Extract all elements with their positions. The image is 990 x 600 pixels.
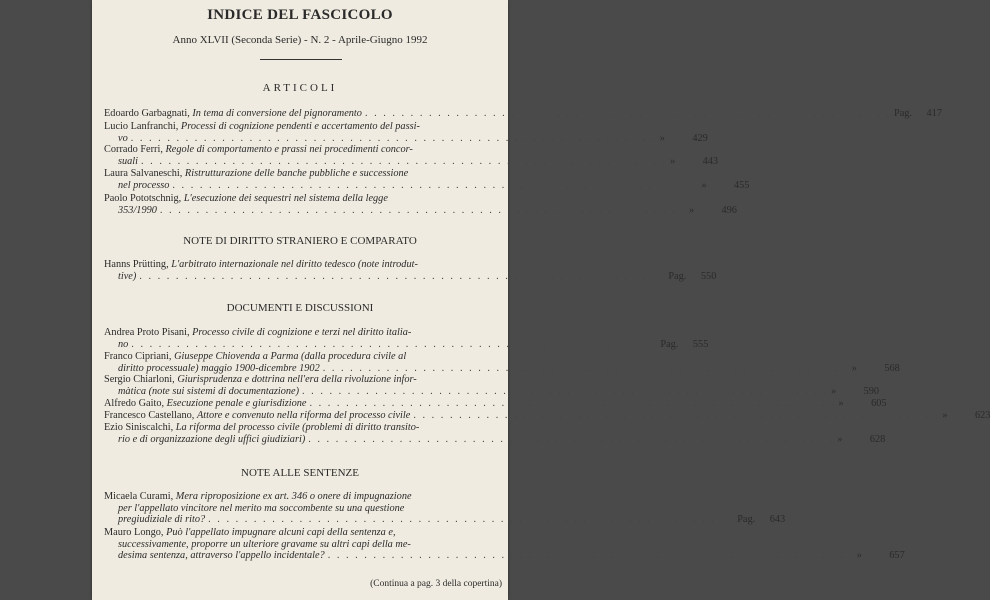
toc-entry bbox=[104, 168, 750, 191]
entry-title-line: per l'appellato vincitore nel merito ma soccombente su una questione bbox=[118, 502, 405, 514]
page-number: 429 bbox=[692, 132, 708, 144]
entry-author: Andrea Proto Pisani, bbox=[104, 327, 190, 338]
entry-author: Micaela Curami, bbox=[104, 491, 174, 502]
dot-leader: . . . . . . . . . . . . . . . . . . . . . . . . . . . . . . . . . . . . . . . . . . . . . . . . . . . . . . . . . . bbox=[172, 179, 699, 191]
entry-author: Alfredo Gaito, bbox=[104, 398, 165, 409]
entry-title-line: no bbox=[118, 338, 129, 350]
page-marker: » bbox=[851, 362, 857, 374]
continuation-note: (Continua a pag. 3 della copertina) bbox=[370, 579, 502, 589]
entry-title-line: desima sentenza, attraverso l'appello incidentale? bbox=[118, 550, 325, 561]
dot-leader: . . . . . . . . . . . . . . . . . . . . . . . . . . . . . . . . . . . . . . . . . . . . . . . . . . . . . . . . . . bbox=[322, 362, 849, 374]
entry-author: Corrado Ferri, bbox=[104, 144, 163, 155]
toc-entry bbox=[104, 144, 719, 167]
entry-title-line: Processo civile di cognizione e terzi nel diritto italia- bbox=[192, 327, 412, 338]
page-number: 455 bbox=[733, 179, 750, 191]
entry-title-line: pregiudiziale di rito? bbox=[118, 514, 206, 525]
entry-title-line: vo bbox=[118, 132, 128, 144]
entry-title-line: rio e di organizzazione degli uffici giudiziari) bbox=[118, 433, 306, 445]
entry-title-line: Attore e convenuto nella riforma del processo civile bbox=[196, 410, 411, 421]
section-heading-documenti: DOCUMENTI E DISCUSSIONI bbox=[226, 302, 374, 314]
section-heading-articoli: ARTICOLI bbox=[262, 82, 338, 94]
page-marker: » bbox=[837, 433, 843, 445]
entry-author: Paolo Pototschnig, bbox=[104, 193, 182, 204]
dot-leader: . . . . . . . . . . . . . . . . . . . . . . . . . . . . . . . . . . . . . . . . . . . . . . . . . . . . . . . . . . bbox=[141, 155, 668, 167]
page-marker: » bbox=[688, 204, 695, 216]
index-page bbox=[92, 0, 990, 600]
page-marker: Pag. bbox=[737, 514, 756, 525]
dot-leader: . . . . . . . . . . . . . . . . . . . . . . . . . . . . . . . . . . . . . . . . . . . . . . . . . . . . . . . . . . bbox=[131, 338, 658, 350]
entry-title-line: successivamente, proporre un ulteriore gravame su altri capi della me- bbox=[118, 538, 411, 550]
page-number: 628 bbox=[869, 433, 886, 445]
page-marker: » bbox=[701, 179, 707, 191]
toc-entry bbox=[104, 121, 708, 144]
page-marker: » bbox=[942, 410, 948, 421]
entry-title-line: Esecuzione penale e giurisdizione bbox=[166, 398, 307, 409]
dot-leader: . . . . . . . . . . . . . . . . . . . . . . . . . . . . . . . . . . . . . . . . . . . . . . . . . . . . . . . . . . bbox=[139, 270, 666, 282]
page-title: INDICE DEL FASCICOLO bbox=[207, 7, 393, 23]
entry-author: Sergio Chiarloni, bbox=[104, 374, 175, 385]
page-marker: Pag. bbox=[660, 338, 679, 350]
page-number: 657 bbox=[889, 550, 905, 561]
page-marker: » bbox=[659, 132, 665, 144]
entry-title-line: Mera riproposizione ex art. 346 o onere di impugnazione bbox=[175, 491, 412, 502]
dot-leader: . . . . . . . . . . . . . . . . . . . . . . . . . . . . . . . . . . . . . . . . . . . . . . . . . . . . . . . . . . bbox=[159, 204, 686, 216]
toc-entry bbox=[104, 108, 942, 120]
entry-title-line: Giurisprudenza e dottrina nell'era della rivoluzione infor- bbox=[177, 374, 417, 385]
entry-author: Francesco Castellano, bbox=[104, 410, 195, 421]
entry-author: Hanns Prütting, bbox=[104, 259, 169, 270]
entry-title-line: 353/1990 bbox=[118, 204, 157, 216]
issue-subtitle: Anno XLVII (Seconda Serie) - N. 2 - Aprile-Giugno 1992 bbox=[172, 34, 428, 46]
entry-title-line: Ristrutturazione delle banche pubbliche e successione bbox=[184, 168, 409, 179]
page-marker: Pag. bbox=[668, 270, 687, 282]
entry-title-line: Processi di cognizione pendenti e accertamento del passi- bbox=[180, 121, 420, 132]
entry-title-line: L'arbitrato internazionale nel diritto tedesco (note introdut- bbox=[171, 259, 418, 270]
entry-title-line: La riforma del processo civile (problemi di diritto transito- bbox=[175, 422, 420, 433]
entry-title-line: Può l'appellato impugnare alcuni capi della sentenza e, bbox=[166, 527, 396, 538]
divider bbox=[260, 59, 342, 60]
entry-author: Franco Cipriani, bbox=[104, 351, 172, 362]
dot-leader: . . . . . . . . . . . . . . . . . . . . . . . . . . . . . . . . . . . . . . . . . . . . . . . . . . . . . . . . . . bbox=[413, 410, 940, 421]
entry-title-line: L'esecuzione dei sequestri nel sistema della legge bbox=[183, 193, 388, 204]
toc-entry bbox=[104, 351, 900, 374]
dot-leader: . . . . . . . . . . . . . . . . . . . . . . . . . . . . . . . . . . . . . . . . . . . . . . . . . . . . . . . . . . bbox=[302, 385, 829, 397]
toc-entry bbox=[104, 527, 905, 562]
dot-leader: . . . . . . . . . . . . . . . . . . . . . . . . . . . . . . . . . . . . . . . . . . . . . . . . . . . . . . . . . . bbox=[130, 132, 657, 144]
page-marker: » bbox=[670, 155, 676, 167]
dot-leader: . . . . . . . . . . . . . . . . . . . . . . . . . . . . . . . . . . . . . . . . . . . . . . . . . . . . . . . . . . bbox=[308, 433, 835, 445]
entry-title-line: màtica (note sui sistemi di documentazione) bbox=[118, 385, 300, 397]
toc-entry bbox=[104, 327, 709, 350]
entry-author: Ezio Siniscalchi, bbox=[104, 422, 174, 433]
section-heading-note-diritto: NOTE DI DIRITTO STRANIERO E COMPARATO bbox=[183, 235, 417, 247]
page-marker: » bbox=[831, 385, 837, 397]
page-number: 643 bbox=[769, 514, 786, 525]
section-heading-note-sentenze: NOTE ALLE SENTENZE bbox=[241, 467, 359, 479]
page-number: 568 bbox=[884, 362, 900, 374]
entry-author: Lucio Lanfranchi, bbox=[104, 121, 179, 132]
toc-entry bbox=[104, 259, 717, 282]
dot-leader: . . . . . . . . . . . . . . . . . . . . . . . . . . . . . . . . . . . . . . . . . . . . . . . . . . . . . . . . . . bbox=[309, 398, 836, 409]
toc-entry bbox=[104, 491, 786, 526]
dot-leader: . . . . . . . . . . . . . . . . . . . . . . . . . . . . . . . . . . . . . . . . . . . . . . . . . . . . . . . . . . bbox=[364, 108, 891, 119]
page-number: 496 bbox=[721, 204, 737, 216]
toc-entry bbox=[104, 398, 887, 410]
entry-title-line: tive) bbox=[118, 270, 137, 282]
entry-title-line: In tema di conversione del pignoramento bbox=[192, 108, 362, 119]
page-marker: » bbox=[856, 550, 862, 561]
page-number: 623 bbox=[974, 410, 990, 421]
page-number: 417 bbox=[926, 108, 942, 119]
entry-author: Mauro Longo, bbox=[104, 527, 164, 538]
page-marker: » bbox=[838, 398, 844, 409]
toc-entry bbox=[104, 374, 880, 397]
dot-leader: . . . . . . . . . . . . . . . . . . . . . . . . . . . . . . . . . . . . . . . . . . . . . . . . . . . . . . . . . . bbox=[208, 514, 735, 525]
entry-title-line: suali bbox=[118, 155, 139, 167]
entry-title-line: Giuseppe Chiovenda a Parma (dalla procedura civile al bbox=[174, 351, 407, 362]
entry-title-line: nel processo bbox=[118, 179, 170, 191]
toc-entry bbox=[104, 422, 886, 445]
page-number: 605 bbox=[871, 398, 887, 409]
entry-title-line: Regole di comportamento e prassi nei procedimenti concor- bbox=[165, 144, 413, 155]
entry-title-line: diritto processuale) maggio 1900-dicembre 1902 bbox=[118, 362, 320, 374]
page-number: 443 bbox=[702, 155, 719, 167]
dot-leader: . . . . . . . . . . . . . . . . . . . . . . . . . . . . . . . . . . . . . . . . . . . . . . . . . . . . . . . . . . bbox=[327, 550, 854, 561]
entry-author: Edoardo Garbagnati, bbox=[104, 108, 190, 119]
page-number: 555 bbox=[692, 338, 709, 350]
page-number: 550 bbox=[700, 270, 717, 282]
page-marker: Pag. bbox=[893, 108, 913, 119]
page-number: 590 bbox=[863, 385, 880, 397]
entry-author: Laura Salvaneschi, bbox=[104, 168, 183, 179]
toc-entry bbox=[104, 410, 990, 422]
toc-entry bbox=[104, 193, 737, 216]
